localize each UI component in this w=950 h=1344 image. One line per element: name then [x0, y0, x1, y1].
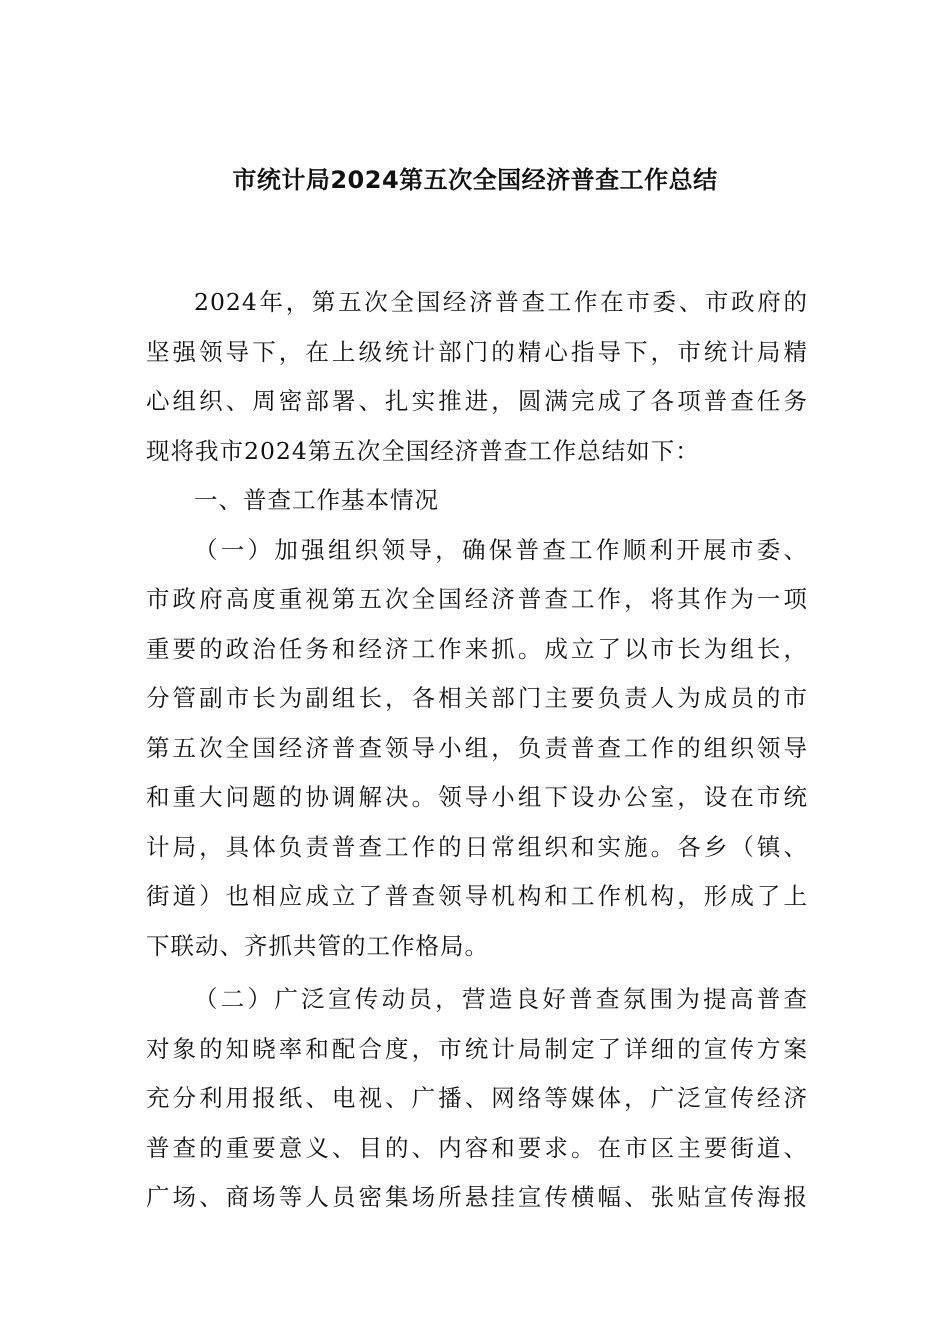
text-line: 对象的知晓率和配合度，市统计局制定了详细的宣传方案 — [146, 1034, 808, 1063]
text-line: 重要的政治任务和经济工作来抓。成立了以市长为组长， — [146, 634, 808, 663]
text-line: 充分利用报纸、电视、广播、网络等媒体，广泛宣传经济 — [146, 1084, 808, 1112]
text-line: 计局，具体负责普查工作的日常组织和实施。各乡（镇、 — [146, 832, 808, 861]
paragraph-organization — [146, 526, 808, 972]
text-line: 坚强领导下，在上级统计部门的精心指导下，市统计局精 — [146, 337, 808, 366]
text-line: 街道）也相应成立了普查领导机构和工作机构，形成了上 — [146, 882, 808, 910]
document-title: 市统计局2024第五次全国经济普查工作总结 — [232, 166, 718, 194]
paragraph-intro — [146, 278, 808, 476]
text-line: 普查的重要意义、目的、内容和要求。在市区主要街道、 — [146, 1133, 808, 1162]
text-line: 现将我市2024第五次全国经济普查工作总结如下： — [146, 436, 700, 465]
text-line: 分管副市长为副组长，各相关部门主要负责人为成员的市 — [146, 684, 808, 712]
section-heading — [146, 476, 808, 526]
text-line: 2024年，第五次全国经济普查工作在市委、市政府的 — [194, 288, 808, 316]
text-line: （二）广泛宣传动员，营造良好普查氛围为提高普查 — [194, 985, 808, 1013]
text-line: 下联动、齐抓共管的工作格局。 — [146, 931, 489, 960]
text-line: 广场、商场等人员密集场所悬挂宣传横幅、张贴宣传海报 — [146, 1183, 808, 1211]
text-line: 第五次全国经济普查领导小组，负责普查工作的组织领导 — [146, 733, 808, 762]
heading-line: 一、普查工作基本情况 — [194, 486, 439, 514]
paragraph-publicity — [146, 975, 808, 1223]
text-line: 市政府高度重视第五次全国经济普查工作，将其作为一项 — [146, 585, 808, 613]
text-line: （一）加强组织领导，确保普查工作顺利开展市委、 — [194, 535, 808, 564]
text-line: 心组织、周密部署、扎实推进，圆满完成了各项普查任务 — [146, 387, 808, 415]
text-line: 和重大问题的协调解决。领导小组下设办公室，设在市统 — [146, 783, 808, 811]
document-body — [146, 278, 808, 1223]
